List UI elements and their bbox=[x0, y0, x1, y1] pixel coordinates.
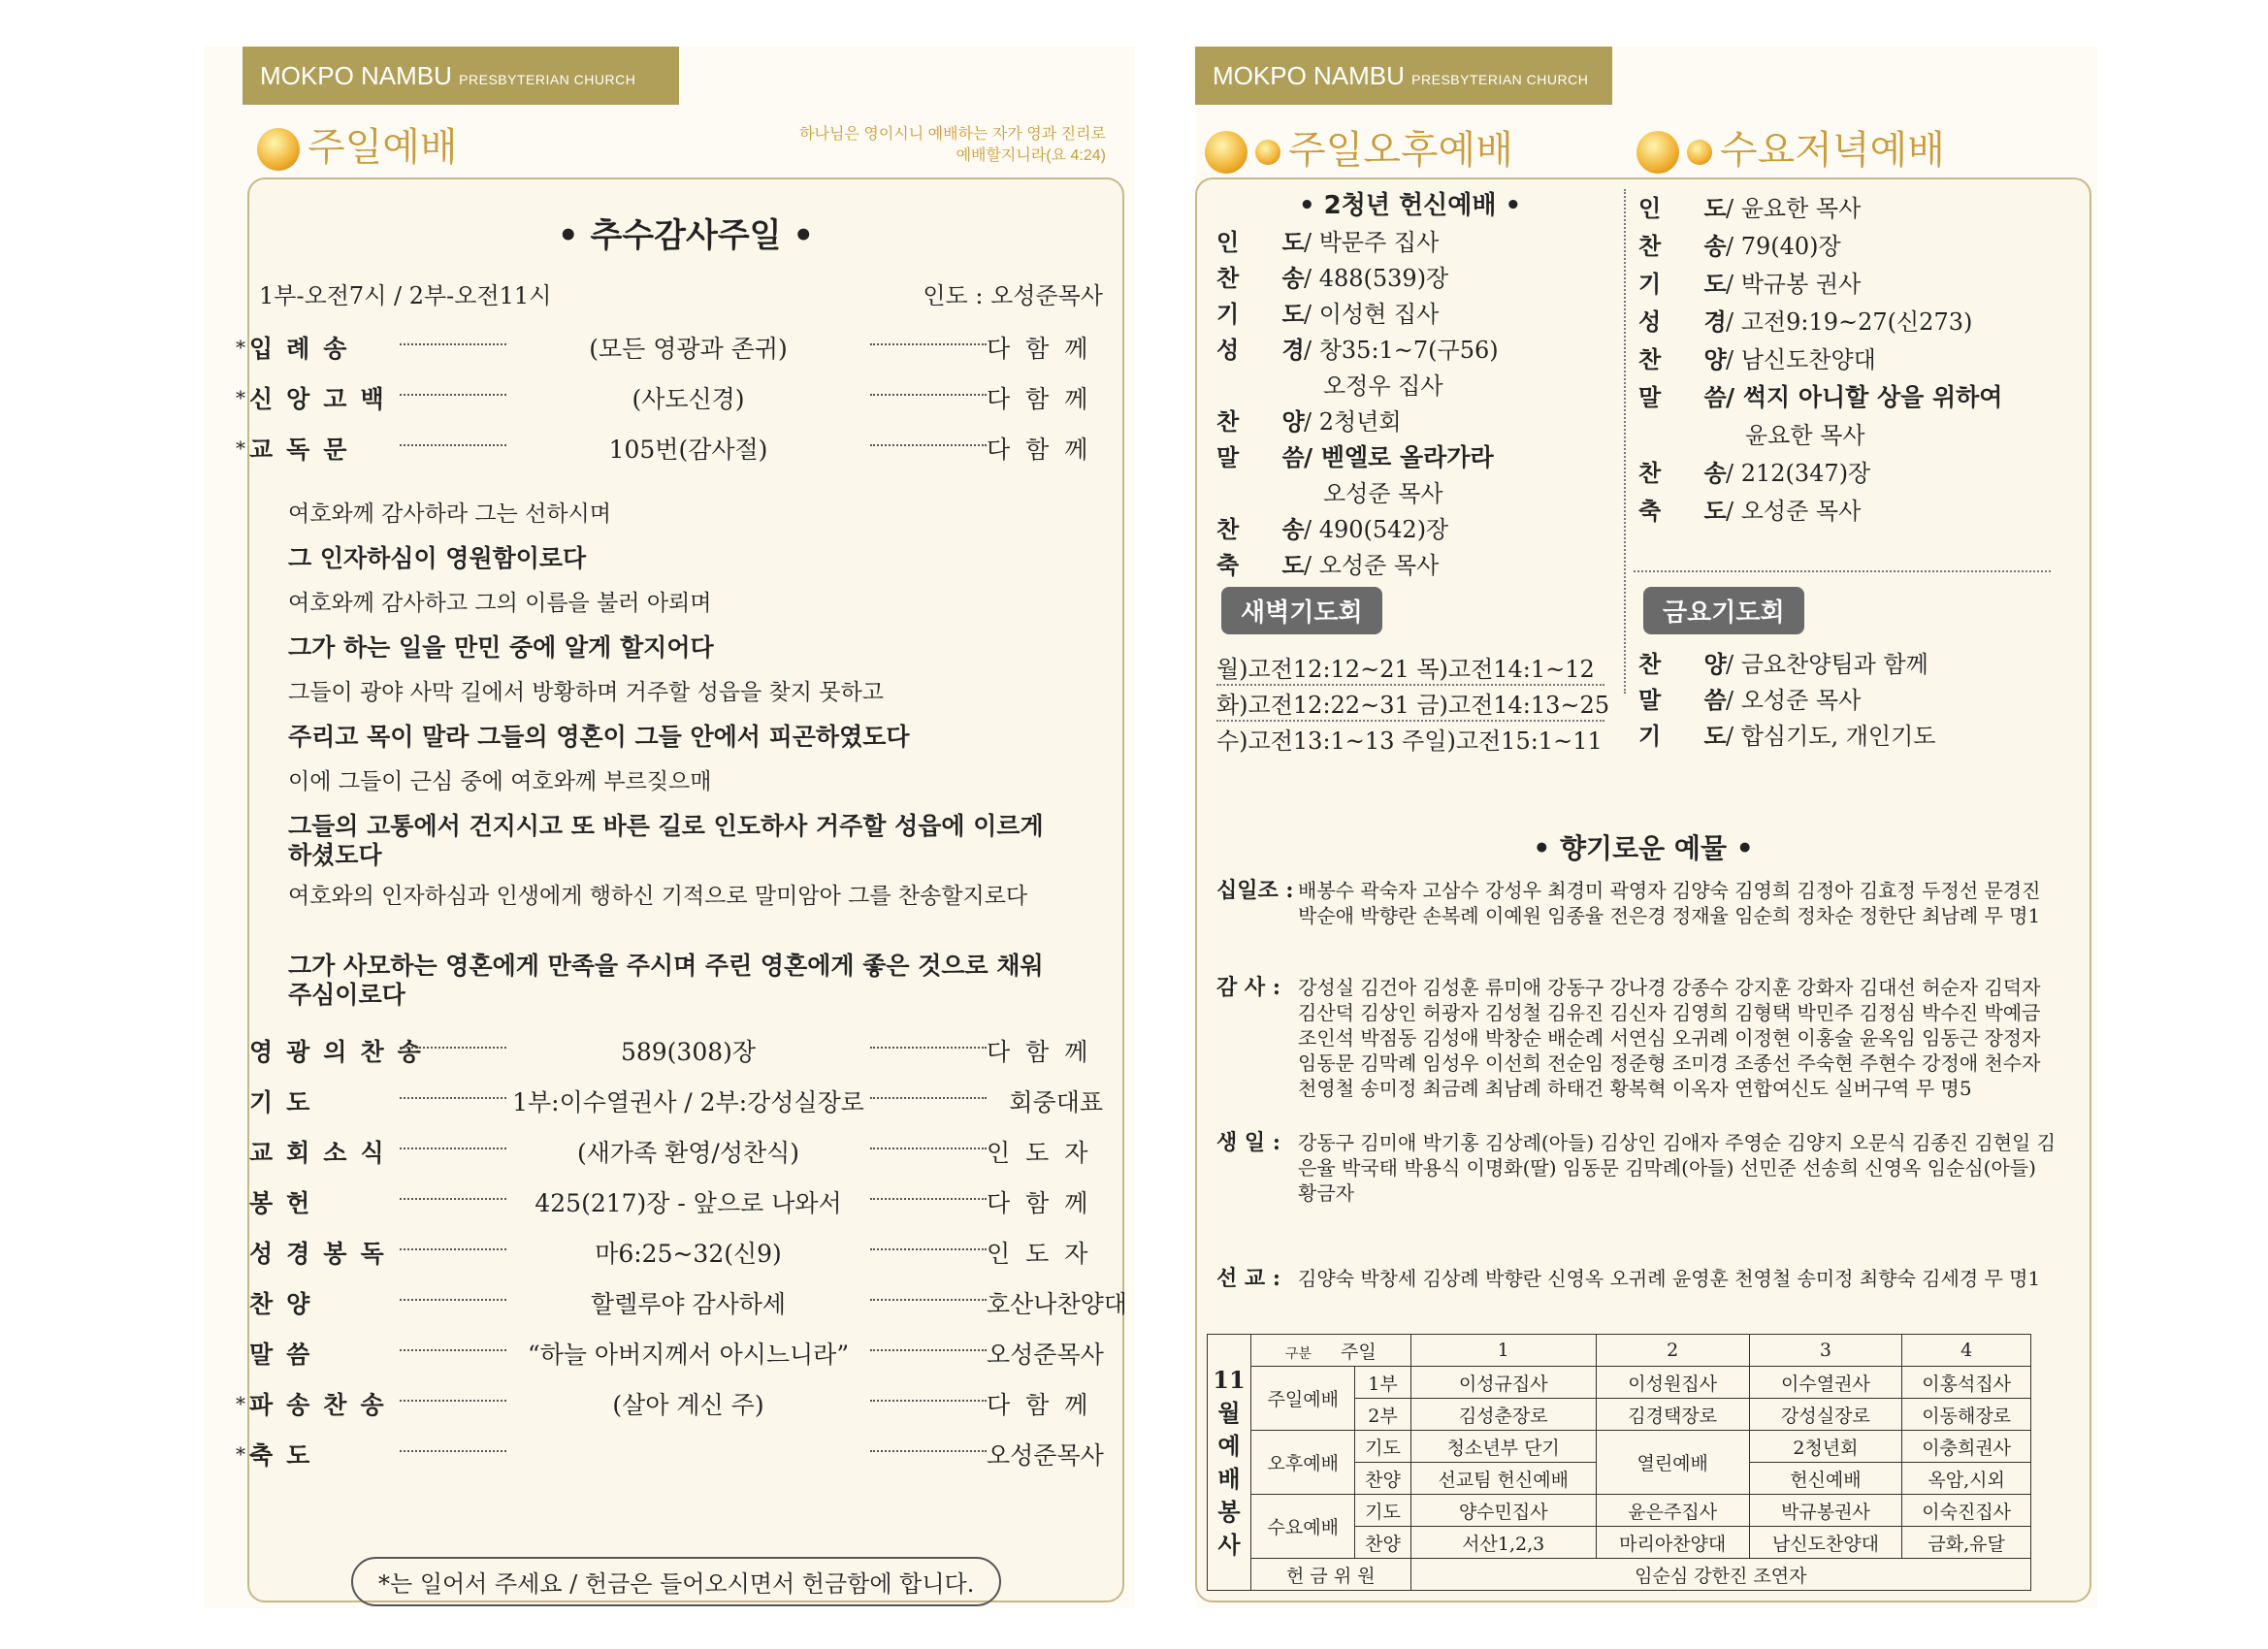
service-value: / 남신도찬양대 bbox=[1726, 346, 1876, 373]
right-content-box bbox=[1195, 178, 2091, 1602]
roster-week: 1 bbox=[1410, 1335, 1596, 1367]
service-line bbox=[1638, 492, 1861, 526]
bell-icon bbox=[257, 128, 300, 171]
order-label: 성경봉독 bbox=[249, 1240, 398, 1268]
order-person: 다함께 bbox=[987, 335, 1104, 363]
service-role: 찬 양 bbox=[1638, 651, 1744, 678]
offering-label: 생 일 : bbox=[1216, 1130, 1280, 1155]
service-value: / 박규봉 권사 bbox=[1726, 271, 1862, 298]
roster-cell: 김성춘장로 bbox=[1410, 1399, 1596, 1431]
order-row bbox=[236, 380, 1104, 415]
service-value: / 고전9:19~27(신273) bbox=[1726, 308, 1973, 336]
order-detail: (모든 영광과 존귀) bbox=[589, 335, 788, 363]
service-line bbox=[1638, 189, 1861, 223]
candle-icon bbox=[1687, 140, 1712, 165]
roster-sub: 기도 bbox=[1355, 1495, 1410, 1527]
roster-week: 2 bbox=[1596, 1335, 1749, 1367]
banner-sub: PRESBYTERIAN CHURCH bbox=[459, 72, 636, 87]
dot-leader bbox=[870, 444, 987, 446]
order-row bbox=[249, 1134, 1103, 1169]
banner-main: MOKPO NAMBU bbox=[260, 61, 452, 90]
service-role: 기 도 bbox=[1638, 723, 1744, 750]
candle-icon bbox=[1205, 131, 1247, 174]
standing-mark: * bbox=[236, 1442, 245, 1466]
dot-leader bbox=[400, 1148, 506, 1149]
dot-leader bbox=[870, 1450, 987, 1452]
order-detail: 마6:25~32(신9) bbox=[595, 1240, 782, 1268]
responsive-line: 주리고 목이 말라 그들의 영혼이 그들 안에서 피곤하였도다 bbox=[288, 723, 910, 751]
times: 1부-오전7시 / 2부-오전11시 bbox=[259, 282, 552, 309]
candle-icon bbox=[1636, 131, 1679, 174]
divider bbox=[1634, 570, 2051, 572]
roster-group: 주일예배 bbox=[1251, 1367, 1355, 1431]
verse-line-1: 하나님은 영이시니 예배하는 자가 영과 진리로 bbox=[799, 126, 1106, 143]
roster-cell: 금화,유달 bbox=[1902, 1527, 2031, 1559]
roster-offering-label: 헌 금 위 원 bbox=[1251, 1559, 1411, 1591]
service-line bbox=[1216, 474, 1443, 508]
offering-label: 십일조 : bbox=[1216, 878, 1294, 903]
roster-cell: 2청년회 bbox=[1749, 1431, 1902, 1463]
service-role: 기 도 bbox=[1216, 301, 1322, 328]
order-row bbox=[236, 330, 1104, 365]
order-person: 회중대표 bbox=[1009, 1088, 1103, 1116]
service-line bbox=[1638, 227, 1841, 261]
service-value: / 79(40)장 bbox=[1726, 233, 1841, 260]
service-value: / 490(542)장 bbox=[1304, 516, 1449, 543]
offering-row bbox=[1216, 878, 2060, 928]
offering-label: 감 사 : bbox=[1216, 975, 1280, 1000]
service-role: 축 도 bbox=[1216, 552, 1322, 579]
order-label: 봉헌 bbox=[249, 1189, 324, 1217]
dot-leader bbox=[400, 343, 506, 345]
roster-week: 4 bbox=[1902, 1335, 2031, 1367]
order-label: 교독문 bbox=[249, 436, 361, 464]
service-line bbox=[1216, 510, 1448, 544]
candle-icon bbox=[1255, 140, 1280, 165]
dot-leader bbox=[400, 1198, 506, 1200]
footer-note: *는 일어서 주세요 / 헌금은 들어오시면서 헌금함에 합니다. bbox=[351, 1557, 1001, 1606]
service-value: / 금요찬양팀과 함께 bbox=[1726, 651, 1928, 678]
dawn-reading: 월)고전12:12~21 목)고전14:1~12 bbox=[1216, 656, 1595, 683]
dot-leader bbox=[870, 1148, 987, 1149]
order-row bbox=[249, 1184, 1103, 1219]
dot-leader bbox=[870, 1248, 987, 1250]
column-divider bbox=[1624, 189, 1626, 694]
service-line bbox=[1638, 454, 1870, 488]
order-detail: 할렐루야 감사하세 bbox=[590, 1290, 787, 1318]
service-role: 찬 양 bbox=[1216, 408, 1322, 436]
afternoon-title: • 2청년 헌신예배 • bbox=[1299, 191, 1522, 220]
service-role: 기 도 bbox=[1638, 271, 1744, 298]
roster-sub: 찬양 bbox=[1355, 1463, 1410, 1495]
offering-names: 강성실 김건아 김성훈 류미애 강동구 강나경 강종수 강지훈 강화자 김대선 허순자 김덕자 김산덕 김상인 허광자 김성철 김유진 김신자 김영희 김형택 박민주 김정심 박수진 박예금 조인석 박점동 김성애 박창순 배순례 서연심 오귀례 이정현 이홍술 윤옥임 임동근 장정자 임동문 김막례 임성우 이선희 전순임 정준형 조미경 조종선 주숙현 주현수 강정애 천수자 천영철 송미정 최금례 최남례 하태건 황복혁 이옥자 연합여신도 실버구역 무 명5 bbox=[1298, 976, 2041, 1100]
offering-row bbox=[1216, 1266, 2060, 1291]
service-line bbox=[1216, 259, 1448, 293]
service-role: 성 경 bbox=[1638, 308, 1744, 336]
order-label: 찬양 bbox=[249, 1290, 324, 1318]
dot-leader bbox=[870, 343, 987, 345]
service-line bbox=[1638, 416, 1865, 450]
service-value: / 썩지 아니할 상을 위하여 bbox=[1726, 383, 2003, 411]
dot-leader bbox=[870, 1097, 987, 1099]
dot-leader bbox=[870, 1299, 987, 1301]
responsive-line: 그가 하는 일을 만민 중에 알게 할지어다 bbox=[288, 633, 714, 662]
service-value: / 오성준 목사 bbox=[1726, 498, 1862, 525]
divider bbox=[1216, 684, 1604, 686]
service-role: 찬 송 bbox=[1216, 516, 1322, 543]
dot-leader bbox=[400, 1400, 506, 1402]
roster-cell: 마리아찬양대 bbox=[1596, 1527, 1749, 1559]
service-line bbox=[1216, 367, 1443, 401]
service-times bbox=[259, 276, 1103, 310]
roster-cell: 이수열권사 bbox=[1749, 1367, 1902, 1399]
order-row bbox=[236, 431, 1104, 466]
service-value: / 212(347)장 bbox=[1726, 460, 1871, 487]
service-value: / 488(539)장 bbox=[1304, 265, 1449, 292]
order-row bbox=[249, 1285, 1127, 1320]
section-title-text: 주일오후예배 bbox=[1288, 129, 1513, 172]
service-value: / 박문주 집사 bbox=[1304, 229, 1440, 256]
dawn-reading: 화)고전12:22~31 금)고전14:13~25 bbox=[1216, 692, 1610, 719]
service-value: / 2청년회 bbox=[1304, 408, 1402, 436]
roster-cell: 양수민집사 bbox=[1410, 1495, 1596, 1527]
service-role: 말 씀 bbox=[1638, 687, 1744, 714]
responsive-line: 그 인자하심이 영원함이로다 bbox=[288, 544, 587, 572]
responsive-line: 이에 그들이 근심 중에 여호와께 부르짖으매 bbox=[288, 769, 712, 794]
section-title-text: 수요저녁예배 bbox=[1720, 129, 1945, 172]
dawn-prayer-badge: 새벽기도회 bbox=[1221, 587, 1382, 634]
order-row bbox=[236, 1437, 1104, 1471]
dot-leader bbox=[400, 1047, 506, 1049]
offering-names: 김양숙 박창세 김상례 박향란 신영옥 오귀례 윤영훈 천영철 송미정 최향숙 김세경 무 명1 bbox=[1298, 1267, 2041, 1290]
roster-group: 오후예배 bbox=[1251, 1431, 1355, 1495]
service-line bbox=[1216, 403, 1402, 436]
bible-verse bbox=[799, 124, 1106, 167]
roster-cell: 옥암,시외 bbox=[1902, 1463, 2031, 1495]
left-page bbox=[204, 47, 1135, 1608]
order-row bbox=[249, 1083, 1103, 1118]
service-role: 찬 송 bbox=[1216, 265, 1322, 292]
order-person: 다함께 bbox=[987, 385, 1104, 413]
order-person: 오성준목사 bbox=[987, 1441, 1104, 1470]
service-line bbox=[1638, 303, 1972, 337]
service-role: 인 도 bbox=[1216, 229, 1322, 256]
service-role: 축 도 bbox=[1638, 498, 1744, 525]
roster-group: 수요예배 bbox=[1251, 1495, 1355, 1559]
service-line bbox=[1638, 645, 1928, 679]
order-detail: (사도신경) bbox=[632, 385, 745, 413]
order-row bbox=[249, 1235, 1103, 1270]
corner-top: 주일 bbox=[1340, 1341, 1377, 1363]
service-line bbox=[1638, 681, 1861, 715]
order-person: 호산나찬양대 bbox=[987, 1290, 1127, 1318]
church-banner bbox=[243, 47, 679, 105]
service-role: 찬 양 bbox=[1638, 346, 1744, 373]
order-row bbox=[249, 1033, 1103, 1068]
service-line bbox=[1638, 378, 2002, 413]
responsive-line: 여호와께 감사하고 그의 이름을 불러 아뢰며 bbox=[288, 591, 712, 616]
offering-row bbox=[1216, 975, 2060, 1101]
dot-leader bbox=[400, 1248, 506, 1250]
dot-leader bbox=[870, 1198, 987, 1200]
service-value: 오성준 목사 bbox=[1323, 480, 1443, 507]
responsive-line: 그들의 고통에서 건지시고 또 바른 길로 인도하사 거주할 성읍에 이르게 하셨도다 bbox=[288, 812, 1044, 869]
responsive-line: 여호와께 감사하라 그는 선하시며 bbox=[288, 501, 611, 527]
offering-names: 강동구 김미애 박기홍 김상례(아들) 김상인 김애자 주영순 김양지 오문식 김종진 김현일 김은율 박국태 박용식 이명화(딸) 임동문 김막례(아들) 선민준 선송희 신영옥 임순심(아들) 황금자 bbox=[1298, 1131, 2057, 1205]
service-line bbox=[1216, 223, 1439, 257]
responsive-line: 그들이 광야 사막 길에서 방황하며 거주할 성읍을 찾지 못하고 bbox=[288, 680, 884, 705]
service-role: 찬 송 bbox=[1638, 460, 1744, 487]
dot-leader bbox=[870, 1400, 987, 1402]
order-label: 축도 bbox=[249, 1441, 324, 1470]
order-detail: 105번(감사절) bbox=[608, 436, 768, 464]
banner-sub: PRESBYTERIAN CHURCH bbox=[1411, 72, 1589, 87]
dot-leader bbox=[870, 394, 987, 396]
service-value: / 이성현 집사 bbox=[1304, 301, 1440, 328]
roster-cell: 남신도찬양대 bbox=[1749, 1527, 1902, 1559]
dot-leader bbox=[400, 1299, 506, 1301]
dot-leader bbox=[400, 1450, 506, 1452]
roster-cell: 김경택장로 bbox=[1596, 1399, 1749, 1431]
roster-offering-value: 임순심 강한진 조연자 bbox=[1410, 1559, 2030, 1591]
service-role: 말 씀 bbox=[1638, 384, 1744, 411]
order-row bbox=[249, 1336, 1103, 1371]
roster-cell: 선교팀 헌신예배 bbox=[1410, 1463, 1596, 1495]
order-label: 교회소식 bbox=[249, 1139, 398, 1167]
leader: 인도 : 오성준목사 bbox=[923, 282, 1103, 309]
dot-leader bbox=[400, 394, 506, 396]
verse-line-2: 예배할지니라(요 4:24) bbox=[956, 147, 1106, 164]
service-value: / 오성준 목사 bbox=[1304, 552, 1440, 579]
friday-prayer-badge: 금요기도회 bbox=[1643, 587, 1804, 634]
section-title-afternoon bbox=[1205, 119, 1513, 175]
roster-cell: 청소년부 단기 bbox=[1410, 1431, 1596, 1463]
standing-mark: * bbox=[236, 386, 245, 409]
roster-cell: 헌신예배 bbox=[1749, 1463, 1902, 1495]
service-line bbox=[1216, 295, 1439, 329]
order-label: 영광의찬송 bbox=[249, 1038, 435, 1066]
order-detail: 425(217)장 - 앞으로 나와서 bbox=[535, 1189, 842, 1217]
order-person: 오성준목사 bbox=[987, 1341, 1104, 1369]
section-title-text: 주일예배 bbox=[308, 126, 458, 169]
order-detail: “하늘 아버지께서 아시느니라” bbox=[527, 1341, 850, 1369]
roster-month: 11월 예배봉사 bbox=[1208, 1335, 1251, 1591]
roster-cell: 서산1,2,3 bbox=[1410, 1527, 1596, 1559]
offering-names: 배봉수 곽숙자 고삼수 강성우 최경미 곽영자 김양숙 김영희 김정아 김효정 두정선 문경진 박순애 박향란 손복례 이예원 임종율 전은경 정재율 임순희 정차순 정한단 최남례 무 명1 bbox=[1298, 879, 2041, 927]
order-person: 다함께 bbox=[987, 1391, 1104, 1419]
order-person: 인도자 bbox=[987, 1240, 1104, 1268]
order-person: 다함께 bbox=[987, 436, 1104, 464]
service-roster-table bbox=[1207, 1334, 2031, 1591]
order-row bbox=[236, 1386, 1104, 1421]
banner-main: MOKPO NAMBU bbox=[1213, 61, 1405, 90]
corner-bottom: 구분 bbox=[1284, 1345, 1312, 1362]
roster-cell: 열린예배 bbox=[1596, 1431, 1749, 1495]
dot-leader bbox=[870, 1349, 987, 1351]
roster-sub: 1부 bbox=[1355, 1367, 1410, 1399]
roster-sub: 2부 bbox=[1355, 1399, 1410, 1431]
section-title-wednesday bbox=[1636, 119, 1945, 175]
service-line bbox=[1216, 546, 1439, 580]
roster-sub: 기도 bbox=[1355, 1431, 1410, 1463]
service-value: / 윤요한 목사 bbox=[1726, 195, 1862, 222]
service-line bbox=[1216, 331, 1499, 365]
order-label: 신앙고백 bbox=[249, 385, 398, 413]
standing-mark: * bbox=[236, 436, 245, 460]
standing-mark: * bbox=[236, 1392, 245, 1415]
service-value: / 오성준 목사 bbox=[1726, 687, 1862, 714]
service-value: / 벧엘로 올라가라 bbox=[1304, 443, 1494, 471]
order-person: 다함께 bbox=[987, 1189, 1104, 1217]
order-label: 파송찬송 bbox=[249, 1391, 398, 1419]
roster-cell: 강성실장로 bbox=[1749, 1399, 1902, 1431]
service-value: 윤요한 목사 bbox=[1745, 422, 1865, 449]
offering-row bbox=[1216, 1130, 2060, 1206]
service-value: / 합심기도, 개인기도 bbox=[1726, 723, 1936, 750]
worship-order-box bbox=[236, 178, 1127, 1602]
roster-cell: 이성원집사 bbox=[1596, 1367, 1749, 1399]
service-value: 오정우 집사 bbox=[1323, 372, 1443, 400]
roster-sub: 찬양 bbox=[1355, 1527, 1410, 1559]
dot-leader bbox=[400, 444, 506, 446]
roster-cell: 이동해장로 bbox=[1902, 1399, 2031, 1431]
service-role: 찬 송 bbox=[1638, 233, 1744, 260]
right-page bbox=[1195, 47, 2097, 1608]
service-role: 말 씀 bbox=[1216, 444, 1322, 471]
roster-cell: 윤은주집사 bbox=[1596, 1495, 1749, 1527]
standing-mark: * bbox=[236, 336, 245, 359]
service-role: 성 경 bbox=[1216, 337, 1322, 364]
roster-corner bbox=[1251, 1335, 1411, 1367]
roster-cell: 박규봉권사 bbox=[1749, 1495, 1902, 1527]
roster-cell: 이충희권사 bbox=[1902, 1431, 2031, 1463]
roster-week: 3 bbox=[1749, 1335, 1902, 1367]
service-title: • 추수감사주일 • bbox=[557, 216, 815, 255]
service-line bbox=[1638, 717, 1935, 751]
service-line bbox=[1638, 265, 1861, 299]
divider bbox=[1216, 720, 1604, 722]
responsive-line: 그가 사모하는 영혼에게 만족을 주시며 주린 영혼에게 좋은 것으로 채워주심이로다 bbox=[288, 952, 1044, 1009]
order-detail: 1부:이수열권사 / 2부:강성실장로 bbox=[512, 1088, 864, 1116]
dot-leader bbox=[870, 1047, 987, 1049]
service-role: 인 도 bbox=[1638, 195, 1744, 222]
section-title-sunday bbox=[257, 116, 458, 172]
roster-cell: 이성규집사 bbox=[1410, 1367, 1596, 1399]
roster-cell: 이숙진집사 bbox=[1902, 1495, 2031, 1527]
dot-leader bbox=[400, 1349, 506, 1351]
service-line bbox=[1638, 340, 1876, 374]
dot-leader bbox=[400, 1097, 506, 1099]
order-detail: (새가족 환영/성찬식) bbox=[576, 1139, 800, 1167]
order-label: 말씀 bbox=[249, 1341, 324, 1369]
order-person: 인도자 bbox=[987, 1139, 1104, 1167]
church-banner-right bbox=[1195, 47, 1612, 105]
service-line bbox=[1216, 438, 1494, 473]
roster-cell: 이홍석집사 bbox=[1902, 1367, 2031, 1399]
offering-title: • 향기로운 예물 • bbox=[1533, 832, 1754, 864]
dawn-reading: 수)고전13:1~13 주일)고전15:1~11 bbox=[1216, 728, 1603, 755]
order-person: 다함께 bbox=[987, 1038, 1104, 1066]
service-value: / 창35:1~7(구56) bbox=[1304, 337, 1499, 364]
order-label: 입례송 bbox=[249, 335, 361, 363]
offering-label: 선 교 : bbox=[1216, 1266, 1280, 1291]
responsive-line: 여호와의 인자하심과 인생에게 행하신 기적으로 말미암아 그를 찬송할지로다 bbox=[288, 884, 1028, 909]
order-detail: 589(308)장 bbox=[620, 1038, 757, 1066]
order-detail: (살아 계신 주) bbox=[612, 1391, 764, 1419]
order-label: 기도 bbox=[249, 1088, 324, 1116]
